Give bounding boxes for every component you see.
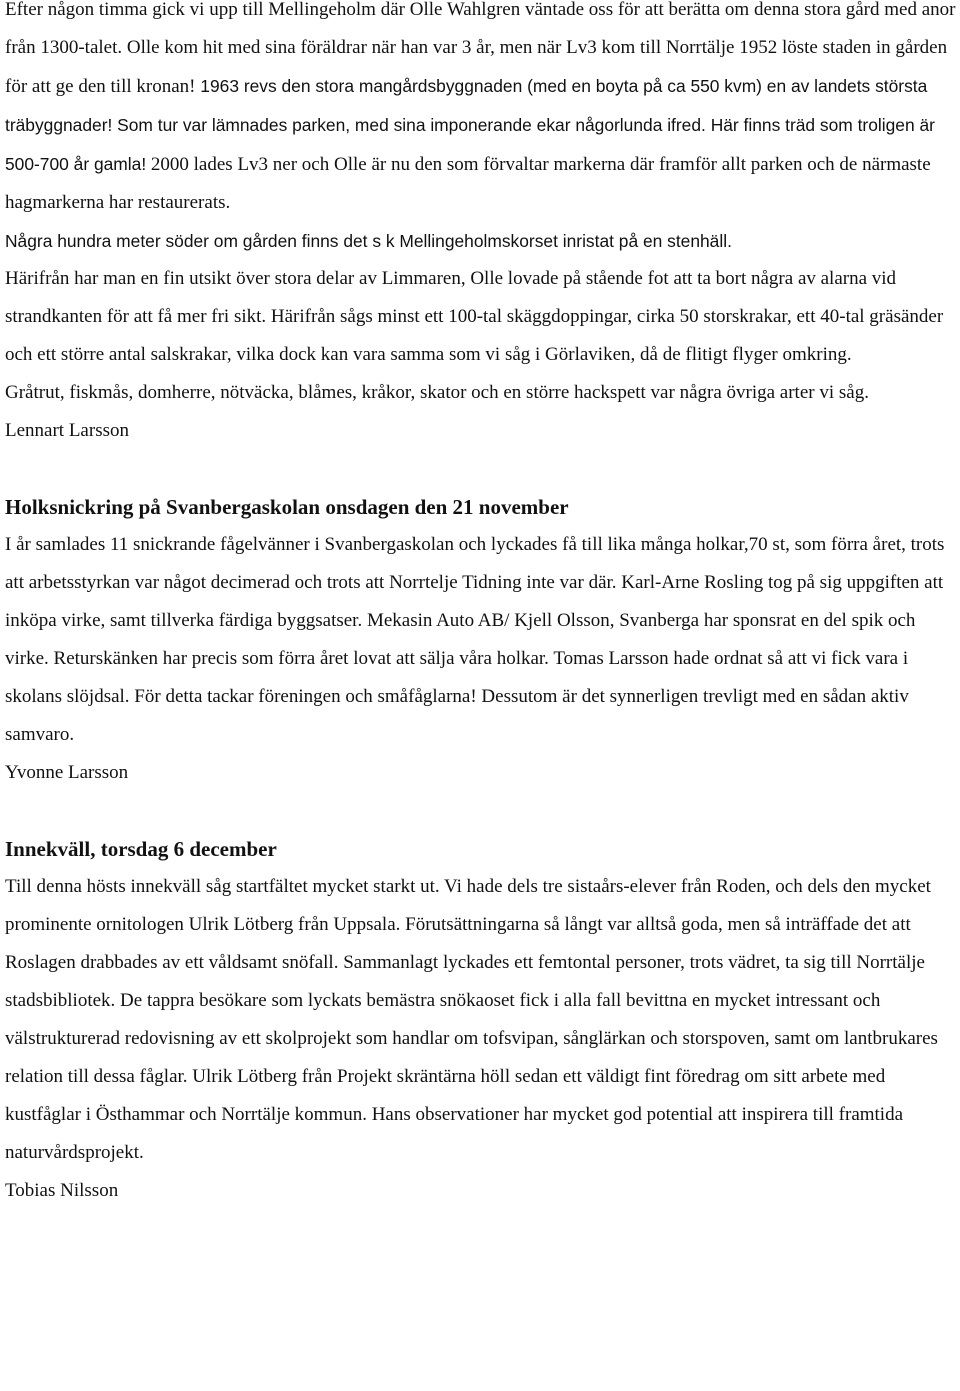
article-innekvall: [5, 830, 957, 1210]
paragraph-text-serif: Efter någon timma gick vi upp till Mellingeholm där Olle Wahlgren väntade oss för att berätta om denna stora gård med anor från 1300-talet. Olle kom hit med sina föräldrar när han var 3 år, men när Lv3 kom till Norrtälje 1952 löste staden in gården för att ge den till kronan!: [5, 0, 956, 97]
article-heading: Holksnickring på Svanbergaskolan onsdagen den 21 november: [5, 495, 569, 519]
article-heading: Innekväll, torsdag 6 december: [5, 837, 277, 861]
paragraph-limmaren-view: Härifrån har man en fin utsikt över stora delar av Limmaren, Olle lovade på stående fot att ta bort några av alarna vid strandkanten för att få mer fri sikt. Härifrån sågs minst ett 100-tal skäggdoppingar, cirka 50 storskrakar, ett 40-tal gräsänder och ett större antal salskrakar, vilka dock kan vara samma som vi såg i Görlaviken, då de flitigt flyger omkring.: [5, 268, 944, 365]
paragraph-text-serif-cont: 2000 lades Lv3 ner och Olle är nu den som förvaltar markerna där framför allt parken och de närmaste hagmarkerna har restaurerats.: [5, 154, 931, 213]
document-page: [5, 0, 957, 1210]
author-signature: Yvonne Larsson: [5, 762, 129, 783]
author-signature: Tobias Nilsson: [5, 1180, 119, 1201]
paragraph-mellingeholm-history: [5, 0, 957, 222]
paragraph-text-sans: 1963 revs den stora mangårdsbyggnaden (med en boyta på ca 550 kvm) en av landets största träbyggnader! Som tur var lämnades parken, med sina imponerande ekar någorlunda ifred. Här finns träd som troligen är 500-700 år gamla!: [5, 76, 935, 174]
author-signature: Lennart Larsson: [5, 420, 129, 441]
article-body: Till denna hösts innekväll såg startfältet mycket starkt ut. Vi hade dels tre sistaårs-elever från Roden, och dels den mycket prominente ornitologen Ulrik Lötberg från Uppsala. Förutsättningarna så långt var alltså goda, men så inträffade det att Roslagen drabbades av ett våldsamt snöfall. Sammanlagt lyckades ett femtontal personer, trots vädret, ta sig till Norrtälje stadsbibliotek. De tappra besökare som lyckats bemästra snökaoset fick i alla fall bevittna en mycket intressant och välstrukturerad redovisning av ett skolprojekt som handlar om tofsvipan, sånglärkan och storspoven, samt om lantbrukares relation till dessa fåglar. Ulrik Lötberg från Projekt skräntärna höll sedan ett väldigt fint föredrag om sitt arbete med kustfåglar i Östhammar och Norrtälje kommun. Hans observationer har mycket god potential att inspirera till framtida naturvårdsprojekt.: [5, 876, 938, 1163]
section-spacer: [5, 792, 957, 830]
paragraph-mellingeholm-cross: Några hundra meter söder om gården finns det s k Mellingeholmskorset inristat på en stenhäll.: [5, 231, 732, 251]
section-spacer: [5, 450, 957, 488]
paragraph-other-species: Gråtrut, fiskmås, domherre, nötväcka, blåmes, kråkor, skator och en större hackspett var några övriga arter vi såg.: [5, 382, 869, 403]
article-body: I år samlades 11 snickrande fågelvänner i Svanbergaskolan och lyckades få till lika många holkar,70 st, som förra året, trots att arbetsstyrkan var något decimerad och trots att Norrtelje Tidning inte var där. Karl-Arne Rosling tog på sig uppgiften att inköpa virke, samt tillverka färdiga byggsatser. Mekasin Auto AB/ Kjell Olsson, Svanberga har sponsrat en del spik och virke. Returskänken har precis som förra året lovat att sälja våra holkar. Tomas Larsson hade ordnat så att vi fick vara i skolans slöjdsal. För detta tackar föreningen och småfåglarna! Dessutom är det synnerligen trevligt med en sådan aktiv samvaro.: [5, 534, 945, 745]
article-holksnickring: [5, 488, 957, 792]
article-mellingeholm: [5, 0, 957, 450]
